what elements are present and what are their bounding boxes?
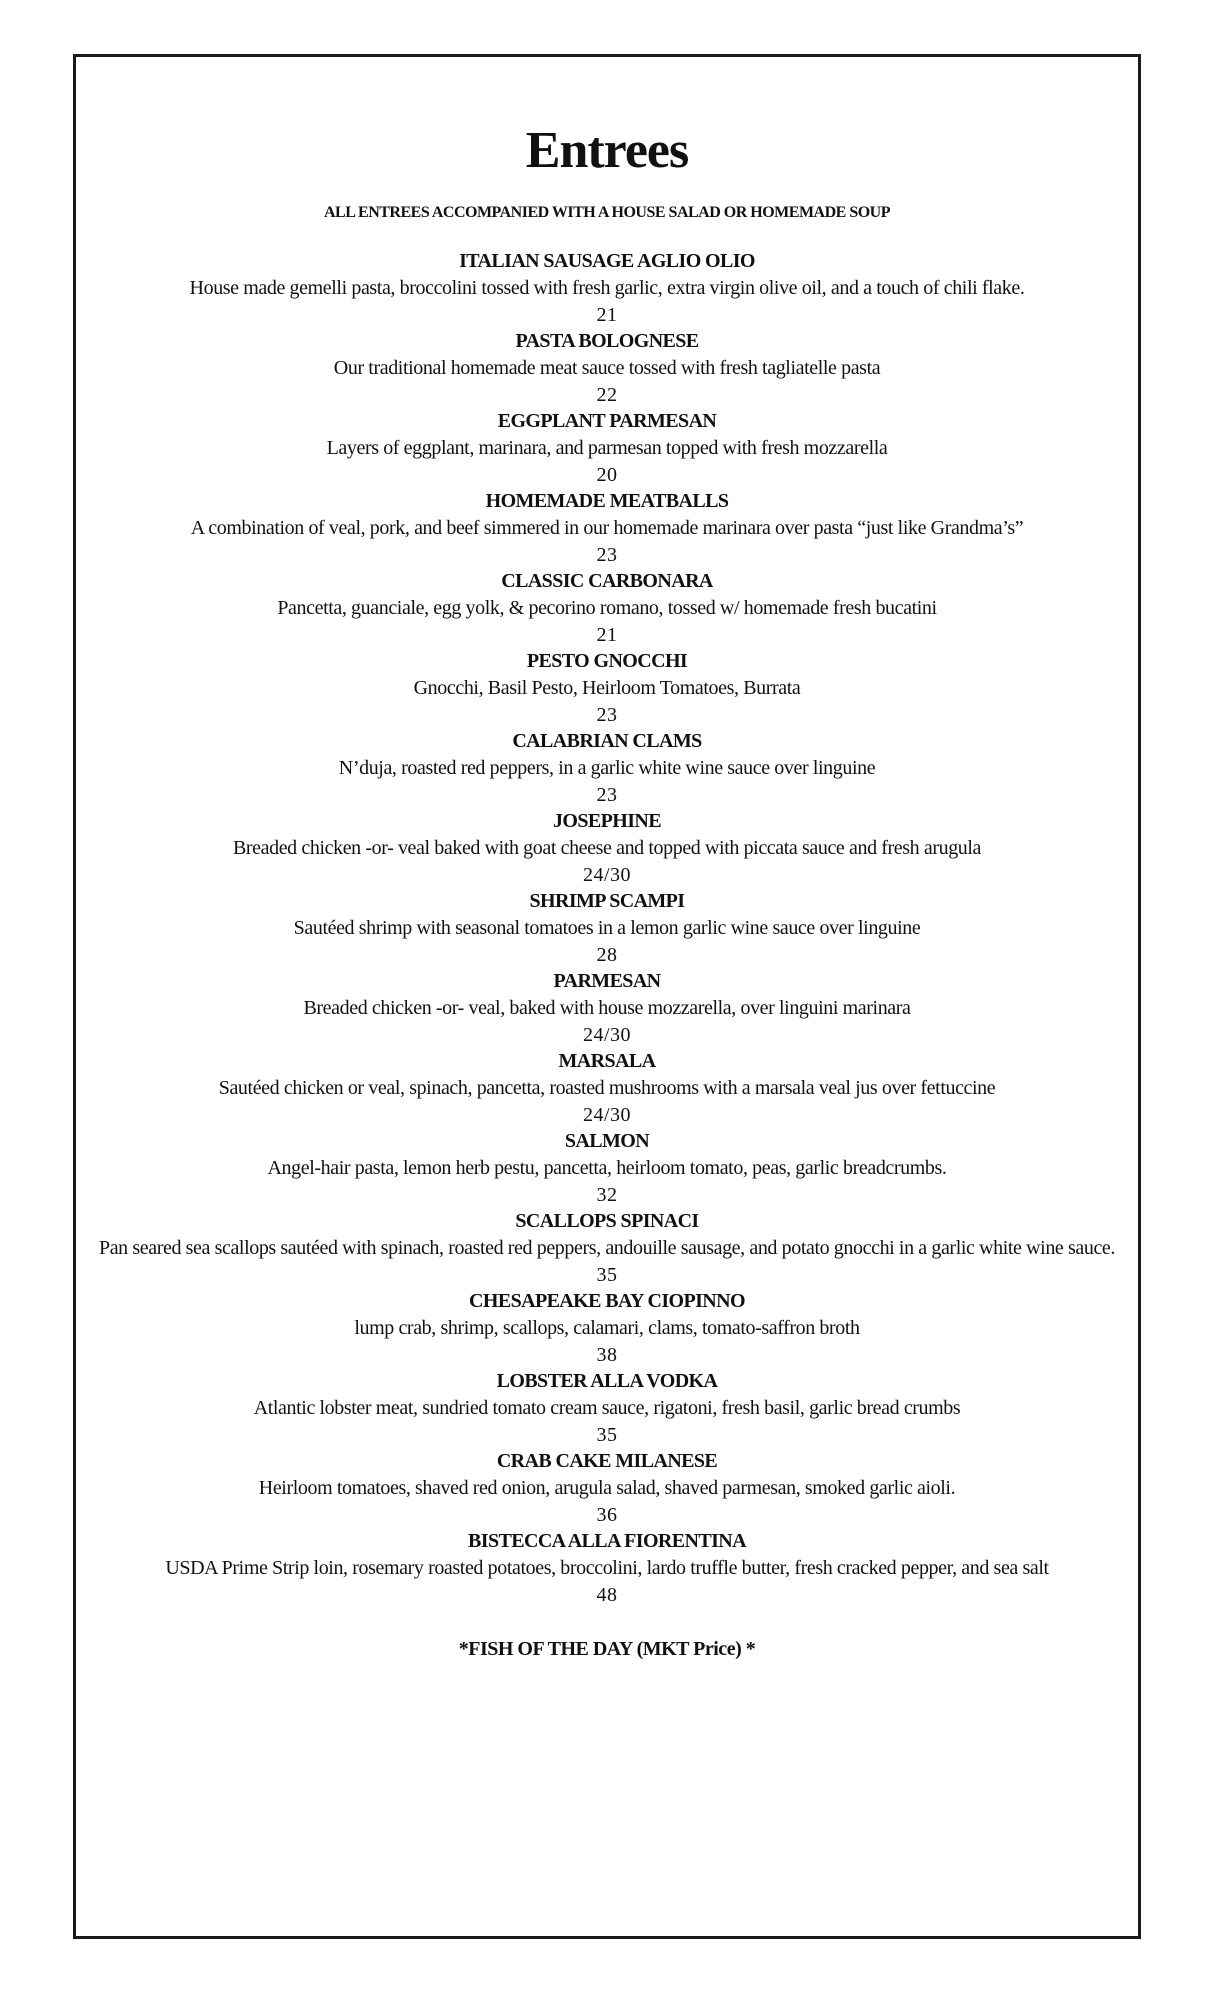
menu-item: [76, 408, 1138, 488]
menu-item-description: Pan seared sea scallops sautéed with spinach, roasted red peppers, andouille sausage, and potato gnocchi in a garlic white wine sauce.: [98, 1237, 1116, 1259]
menu-item-price: 35: [596, 1264, 618, 1286]
menu-item: [76, 968, 1138, 1048]
menu-item-name: SHRIMP SCAMPI: [529, 890, 685, 912]
menu-item-name: PESTO GNOCCHI: [526, 650, 688, 672]
menu-item-name: SCALLOPS SPINACI: [515, 1210, 699, 1232]
menu-item-price: 48: [596, 1584, 618, 1606]
menu-item-price: 38: [596, 1344, 618, 1366]
menu-item-description: Heirloom tomatoes, shaved red onion, arugula salad, shaved parmesan, smoked garlic aioli.: [258, 1477, 956, 1499]
menu-item-price: 24/30: [582, 864, 632, 886]
menu-item-description: lump crab, shrimp, scallops, calamari, clams, tomato-saffron broth: [354, 1317, 860, 1339]
menu-title: Entrees: [525, 122, 689, 179]
menu-item: [76, 488, 1138, 568]
menu-item-name: CRAB CAKE MILANESE: [496, 1450, 718, 1472]
menu-item-price: 21: [596, 304, 618, 326]
menu-item-description: Gnocchi, Basil Pesto, Heirloom Tomatoes, Burrata: [413, 677, 801, 699]
menu-item-name: HOMEMADE MEATBALLS: [485, 490, 729, 512]
menu-subtitle: ALL ENTREES ACCOMPANIED WITH A HOUSE SALAD OR HOMEMADE SOUP: [324, 204, 890, 221]
menu-item-name: CLASSIC CARBONARA: [501, 570, 713, 592]
menu-item-name: JOSEPHINE: [553, 810, 661, 832]
menu-item-name: PASTA BOLOGNESE: [515, 330, 699, 352]
menu-item-name: CHESAPEAKE BAY CIOPINNO: [469, 1290, 745, 1312]
menu-item-price: 28: [596, 944, 618, 966]
menu-item-description: Breaded chicken -or- veal baked with goat cheese and topped with piccata sauce and fresh arugula: [232, 837, 982, 859]
menu-item: [76, 808, 1138, 888]
menu-item-price: 32: [596, 1184, 618, 1206]
menu-item-price: 21: [596, 624, 618, 646]
menu-item-description: Breaded chicken -or- veal, baked with house mozzarella, over linguini marinara: [303, 997, 911, 1019]
menu-item: [76, 888, 1138, 968]
menu-item-description: N’duja, roasted red peppers, in a garlic white wine sauce over linguine: [338, 757, 876, 779]
menu-frame: [73, 54, 1141, 1939]
menu-item-price: 23: [596, 544, 618, 566]
menu-item-price: 20: [596, 464, 618, 486]
menu-item-price: 23: [596, 704, 618, 726]
menu-item: [76, 1128, 1138, 1208]
menu-item-description: Pancetta, guanciale, egg yolk, & pecorino romano, tossed w/ homemade fresh bucatini: [277, 597, 937, 619]
menu-item: [76, 328, 1138, 408]
menu-item-description: Sautéed shrimp with seasonal tomatoes in a lemon garlic wine sauce over linguine: [293, 917, 921, 939]
menu-item: [76, 248, 1138, 328]
menu-item-price: 24/30: [582, 1024, 632, 1046]
menu-item-name: ITALIAN SAUSAGE AGLIO OLIO: [459, 250, 755, 272]
menu-item-price: 35: [596, 1424, 618, 1446]
menu-item-description: USDA Prime Strip loin, rosemary roasted potatoes, broccolini, lardo truffle butter, fresh cracked pepper, and sea salt: [165, 1557, 1049, 1579]
menu-items: [76, 248, 1138, 1608]
menu-item-name: PARMESAN: [553, 970, 661, 992]
menu-item-price: 36: [596, 1504, 618, 1526]
menu-item-description: Layers of eggplant, marinara, and parmesan topped with fresh mozzarella: [326, 437, 888, 459]
menu-item-description: A combination of veal, pork, and beef simmered in our homemade marinara over pasta “just like Grandma’s”: [190, 517, 1024, 539]
menu-item-price: 22: [596, 384, 618, 406]
menu-item: [76, 1368, 1138, 1448]
menu-item: [76, 1208, 1138, 1288]
menu-item-description: Sautéed chicken or veal, spinach, pancetta, roasted mushrooms with a marsala veal jus over fettuccine: [218, 1077, 996, 1099]
menu-item: [76, 568, 1138, 648]
menu-item: [76, 728, 1138, 808]
menu-item-name: EGGPLANT PARMESAN: [497, 410, 717, 432]
menu-item-description: Atlantic lobster meat, sundried tomato cream sauce, rigatoni, fresh basil, garlic bread crumbs: [253, 1397, 961, 1419]
menu-item-name: SALMON: [564, 1130, 650, 1152]
menu-item: [76, 1288, 1138, 1368]
menu-item-name: LOBSTER ALLA VODKA: [496, 1370, 718, 1392]
menu-item: [76, 1448, 1138, 1528]
menu-item: [76, 648, 1138, 728]
menu-item-description: House made gemelli pasta, broccolini tossed with fresh garlic, extra virgin olive oil, and a touch of chili flake.: [189, 277, 1025, 299]
menu-item: [76, 1528, 1138, 1608]
menu-item-description: Angel-hair pasta, lemon herb pestu, pancetta, heirloom tomato, peas, garlic breadcrumbs.: [267, 1157, 947, 1179]
menu-item-name: CALABRIAN CLAMS: [512, 730, 702, 752]
menu-item-description: Our traditional homemade meat sauce tossed with fresh tagliatelle pasta: [333, 357, 881, 379]
menu-item-price: 23: [596, 784, 618, 806]
menu-item: [76, 1048, 1138, 1128]
menu-content: [76, 121, 1138, 1662]
menu-item-name: BISTECCA ALLA FIORENTINA: [468, 1530, 746, 1552]
menu-footer-note: *FISH OF THE DAY (MKT Price) *: [458, 1638, 756, 1660]
menu-item-name: MARSALA: [558, 1050, 656, 1072]
menu-item-price: 24/30: [582, 1104, 632, 1126]
